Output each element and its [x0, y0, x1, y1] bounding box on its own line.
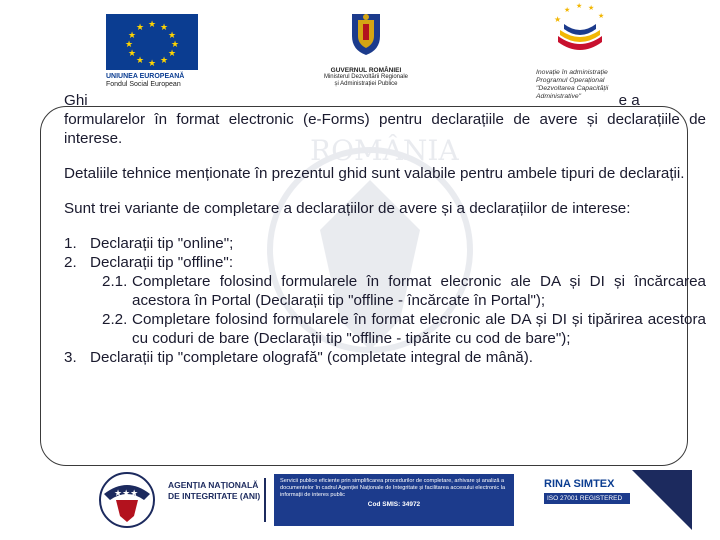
declaration-list [64, 234, 706, 367]
document-body [64, 91, 706, 367]
svg-text:★: ★ [598, 13, 605, 20]
footer-banner [94, 470, 704, 530]
rina-name: RINA SIMTEX [544, 478, 615, 490]
sublist-number: 2.2. [102, 311, 128, 328]
paragraph-3: Sunt trei variante de completare a declarațiilor de avere și a declarațiilor de interese: [64, 200, 631, 217]
sublist-number: 2.1. [102, 273, 128, 290]
ani-emblem-icon [94, 470, 160, 530]
list-number: 1. [64, 235, 77, 252]
list-text: Declarații tip "completare olografă" (completate integral de mână). [90, 349, 533, 366]
gov-caption-sub1: Ministerul Dezvoltării Regionale [323, 74, 409, 80]
gov-caption: GUVERNUL ROMÂNIEI [330, 67, 402, 74]
svg-text:★: ★ [564, 7, 571, 14]
sublist-text: Completare folosind formularele în format elecronic ale DA și DI și tipărirea acestora cu coduri de bare (Declarații tip "offline - tipărite cu cod de bare"); [132, 311, 706, 347]
decorative-arrow-icon [632, 470, 692, 530]
list-item [64, 348, 706, 367]
pod-caption-4: Administrative" [536, 93, 582, 100]
list-text: Declarații tip "offline": [90, 254, 234, 271]
intro-start: Ghi [64, 92, 88, 109]
eu-caption: UNIUNEA EUROPEANĂ [106, 73, 185, 80]
government-logo [316, 10, 416, 88]
pod-caption-2: Programul Operațional [536, 77, 605, 84]
eu-logo [106, 14, 198, 89]
sublist-item [64, 310, 706, 348]
romanian-crest-icon [349, 10, 383, 56]
list-text: Declarații tip "online"; [90, 235, 234, 252]
pod-caption-1: Inovație în administrație [536, 69, 608, 76]
project-description: Servicii publice eficiente prin simplificarea procedurilor de completare, arhivare și analiză a documentelor în cadrul Agenției Naționale de Integritate și facilitarea accesului electronic la informații de interes public [280, 478, 506, 498]
intro-paragraph [64, 91, 706, 148]
intro-rest: formularelor în format electronic (e-Forms) pentru declarațiile de avere și declarațiile de interese. [64, 111, 706, 147]
svg-text:★★★: ★★★ [114, 488, 139, 498]
gov-caption-sub2: și Administrației Publice [334, 81, 398, 87]
list-item [64, 234, 706, 253]
pod-stars-icon [550, 2, 610, 62]
ani-line2: DE INTEGRITATE (ANI) [168, 491, 261, 501]
project-description-box [274, 474, 514, 526]
rina-logo [544, 478, 630, 504]
ani-name [168, 480, 264, 502]
svg-text:★: ★ [576, 3, 583, 10]
ani-divider [264, 478, 266, 522]
svg-text:ROMÂNIA: ROMÂNIA [310, 134, 459, 167]
svg-text:★: ★ [554, 15, 562, 24]
pod-caption-3: "Dezvoltarea Capacității [536, 85, 609, 92]
list-number: 3. [64, 349, 77, 366]
sublist-item [64, 272, 706, 310]
rina-iso-badge: ISO 27001 REGISTERED [544, 493, 630, 504]
eu-flag-icon: ★ ★ ★ ★ ★ ★ ★ ★ ★ ★ ★ ★ [106, 14, 198, 70]
pod-logo [536, 2, 656, 101]
list-number: 2. [64, 254, 77, 271]
list-item [64, 253, 706, 272]
paragraph-2: Detaliile tehnice menționate în prezentul ghid sunt valabile pentru ambele tipuri de declarații. [64, 165, 685, 182]
smis-code: Cod SMIS: 34972 [367, 501, 421, 508]
sublist-text: Completare folosind formularele în format elecronic ale DA și DI și încărcarea acestora în Portal (Declarații tip "offline - încărcate în Portal"); [132, 273, 706, 309]
eu-caption-sub: Fondul Social European [106, 81, 181, 88]
svg-text:★: ★ [588, 5, 595, 12]
ani-line1: AGENȚIA NAȚIONALĂ [168, 480, 259, 490]
intro-tail: e a [618, 92, 640, 109]
